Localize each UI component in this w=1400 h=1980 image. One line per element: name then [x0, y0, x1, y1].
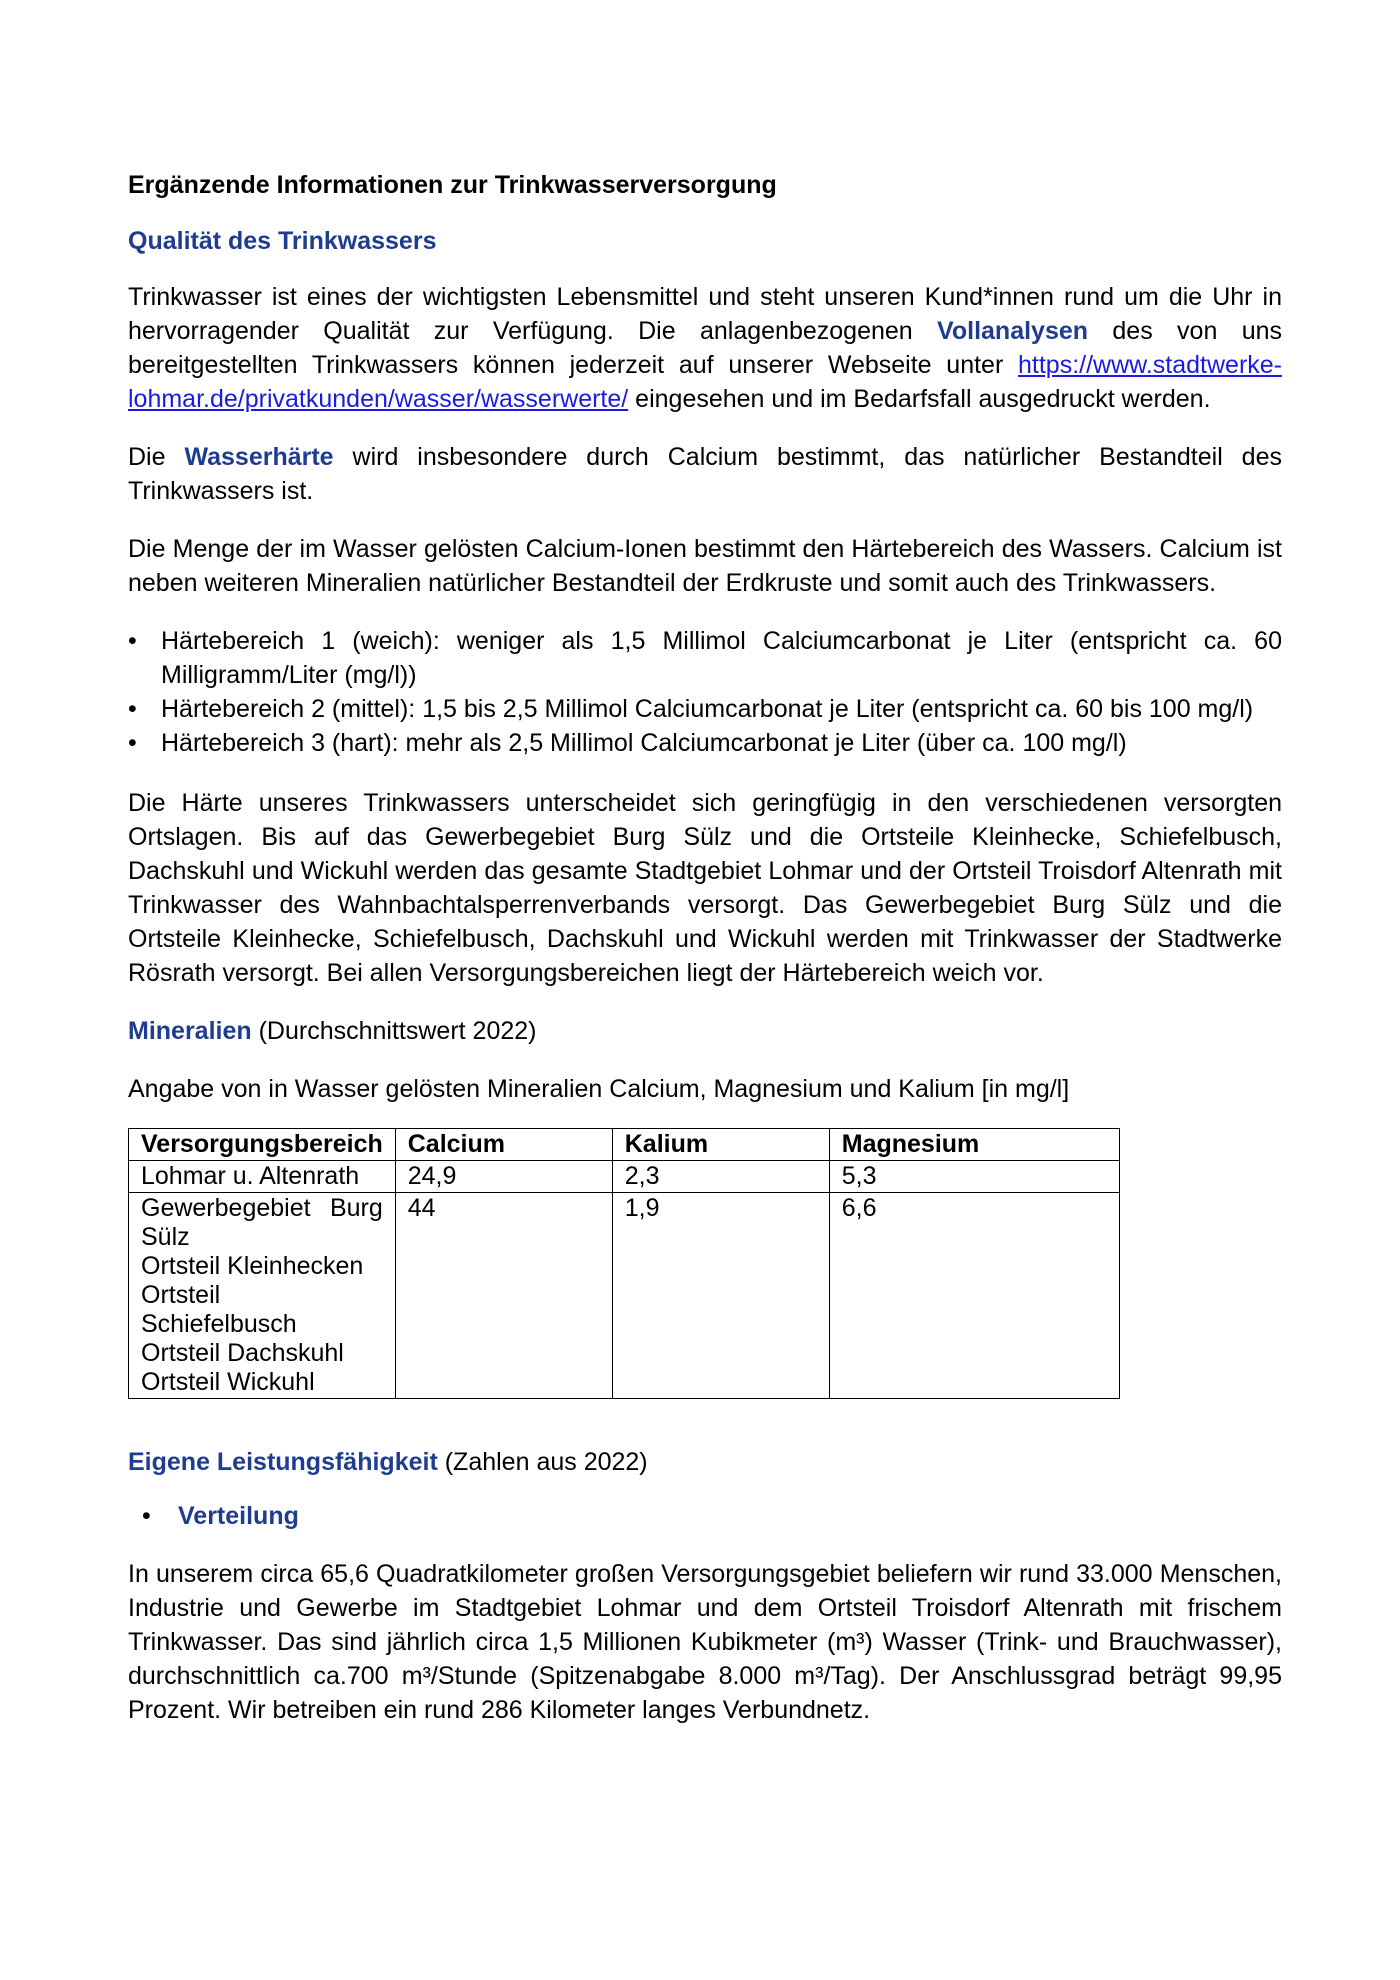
- highlight-wasserhaerte: Wasserhärte: [184, 443, 334, 471]
- wasserwerte-link[interactable]: https://www.stadtwerke-lohmar.de/privatkunden/wasser/wasserwerte/: [128, 351, 1282, 413]
- capacity-heading-note: (Zahlen aus 2022): [437, 1448, 648, 1476]
- cell-area: Lohmar u. Altenrath: [129, 1161, 396, 1193]
- sub-heading-verteilung: • Verteilung: [128, 1499, 1282, 1533]
- cell-area: [129, 1193, 396, 1399]
- area-line: [141, 1194, 383, 1223]
- area-line: Ortsteil Schiefelbusch: [141, 1281, 297, 1338]
- minerals-table: [128, 1128, 1120, 1399]
- minerals-heading-note: (Durchschnittswert 2022): [251, 1017, 537, 1045]
- table-row: [129, 1193, 1120, 1399]
- paragraph-quality-intro: [128, 280, 1282, 416]
- area-line-part: Gewerbegebiet: [141, 1194, 311, 1222]
- paragraph-distribution: In unserem circa 65,6 Quadratkilometer großen Versorgungsgebiet beliefern wir rund 33.000 Menschen, Industrie und Gewerbe im Stadtgebiet Lohmar und dem Ortsteil Troisdorf Altenrath mit frischem Trinkwasser. Das sind jährlich circa 1,5 Millionen Kubikmeter (m³) Wasser (Trink- und Brauchwasser), durchschnittlich ca.700 m³/Stunde (Spitzenabgabe 8.000 m³/Tag). Der Anschlussgrad beträgt 99,95 Prozent. Wir betreiben ein rund 286 Kilometer langes Verbundnetz.: [128, 1560, 1282, 1724]
- list-item-hardness-2: • Härtebereich 2 (mittel): 1,5 bis 2,5 Millimol Calciumcarbonat je Liter (entspricht ca. 60 bis 100 mg/l): [128, 692, 1282, 726]
- highlight-vollanalysen: Vollanalysen: [937, 317, 1089, 345]
- paragraph-text: eingesehen und im Bedarfsfall ausgedruckt werden.: [628, 385, 1211, 413]
- minerals-intro: Angabe von in Wasser gelösten Mineralien Calcium, Magnesium und Kalium [in mg/l]: [128, 1075, 1070, 1103]
- paragraph-text: Trinkwasser ist eines der wichtigsten Lebensmittel und steht unseren Kund*innen rund um die Uhr in hervorragender Qualität zur Verfügung. Die anlagenbezogenen: [128, 283, 1282, 345]
- section-heading-minerals: [128, 1014, 1282, 1048]
- cell-kalium: 2,3: [612, 1161, 829, 1193]
- column-header-magnesium: Magnesium: [829, 1129, 1119, 1161]
- cell-magnesium: 6,6: [829, 1193, 1119, 1399]
- cell-magnesium: 5,3: [829, 1161, 1119, 1193]
- cell-calcium: 44: [395, 1193, 612, 1399]
- document-title: Ergänzende Informationen zur Trinkwasserversorgung: [128, 171, 777, 199]
- area-line: Sülz: [141, 1223, 190, 1251]
- table-header-row: [129, 1129, 1120, 1161]
- list-item-hardness-3: • Härtebereich 3 (hart): mehr als 2,5 Millimol Calciumcarbonat je Liter (über ca. 100 mg/l): [128, 726, 1282, 760]
- capacity-heading-label: Eigene Leistungsfähigkeit: [128, 1448, 438, 1476]
- cell-kalium: 1,9: [612, 1193, 829, 1399]
- column-header-area: Versorgungsbereich: [129, 1129, 396, 1161]
- column-header-kalium: Kalium: [612, 1129, 829, 1161]
- area-line: Ortsteil Kleinhecken: [141, 1252, 364, 1280]
- document-page: [128, 168, 1282, 1751]
- section-heading-quality: Qualität des Trinkwassers: [128, 227, 437, 255]
- area-line: Ortsteil Wickuhl: [141, 1368, 315, 1396]
- paragraph-supply-areas: Die Härte unseres Trinkwassers unterscheidet sich geringfügig in den verschiedenen versorgten Ortslagen. Bis auf das Gewerbegebiet Burg Sülz und die Ortsteile Kleinhecke, Schiefelbusch, Dachskuhl und Wickuhl werden das gesamte Stadtgebiet Lohmar und der Ortsteil Troisdorf Altenrath mit Trinkwasser des Wahnbachtalsperrenverbands versorgt. Das Gewerbegebiet Burg Sülz und die Ortsteile Kleinhecke, Schiefelbusch, Dachskuhl und Wickuhl werden mit Trinkwasser der Stadtwerke Rösrath versorgt. Bei allen Versorgungsbereichen liegt der Härtebereich weich vor.: [128, 789, 1282, 987]
- cell-calcium: 24,9: [395, 1161, 612, 1193]
- hardness-range-list: [128, 624, 1282, 760]
- paragraph-text: des von uns bereitgestellten Trinkwassers können jederzeit auf unserer Webseite unter: [128, 317, 1282, 379]
- column-header-calcium: Calcium: [395, 1129, 612, 1161]
- paragraph-text: wird insbesondere durch Calcium bestimmt, das natürlicher Bestandteil des Trinkwassers ist.: [128, 443, 1282, 505]
- paragraph-water-hardness: [128, 440, 1282, 508]
- table-row: [129, 1161, 1120, 1193]
- paragraph-calcium: Die Menge der im Wasser gelösten Calcium-Ionen bestimmt den Härtebereich des Wassers. Calcium ist neben weiteren Mineralien natürlicher Bestandteil der Erdkruste und somit auch des Trinkwassers.: [128, 535, 1282, 597]
- area-line: Ortsteil Dachskuhl: [141, 1339, 344, 1367]
- list-item-hardness-1: • Härtebereich 1 (weich): weniger als 1,5 Millimol Calciumcarbonat je Liter (entspricht ca. 60 Milligramm/Liter (mg/l)): [128, 624, 1282, 692]
- area-line-part: Burg: [329, 1194, 383, 1222]
- paragraph-text: Die: [128, 443, 185, 471]
- minerals-heading-label: Mineralien: [128, 1017, 252, 1045]
- section-heading-capacity: [128, 1445, 1282, 1479]
